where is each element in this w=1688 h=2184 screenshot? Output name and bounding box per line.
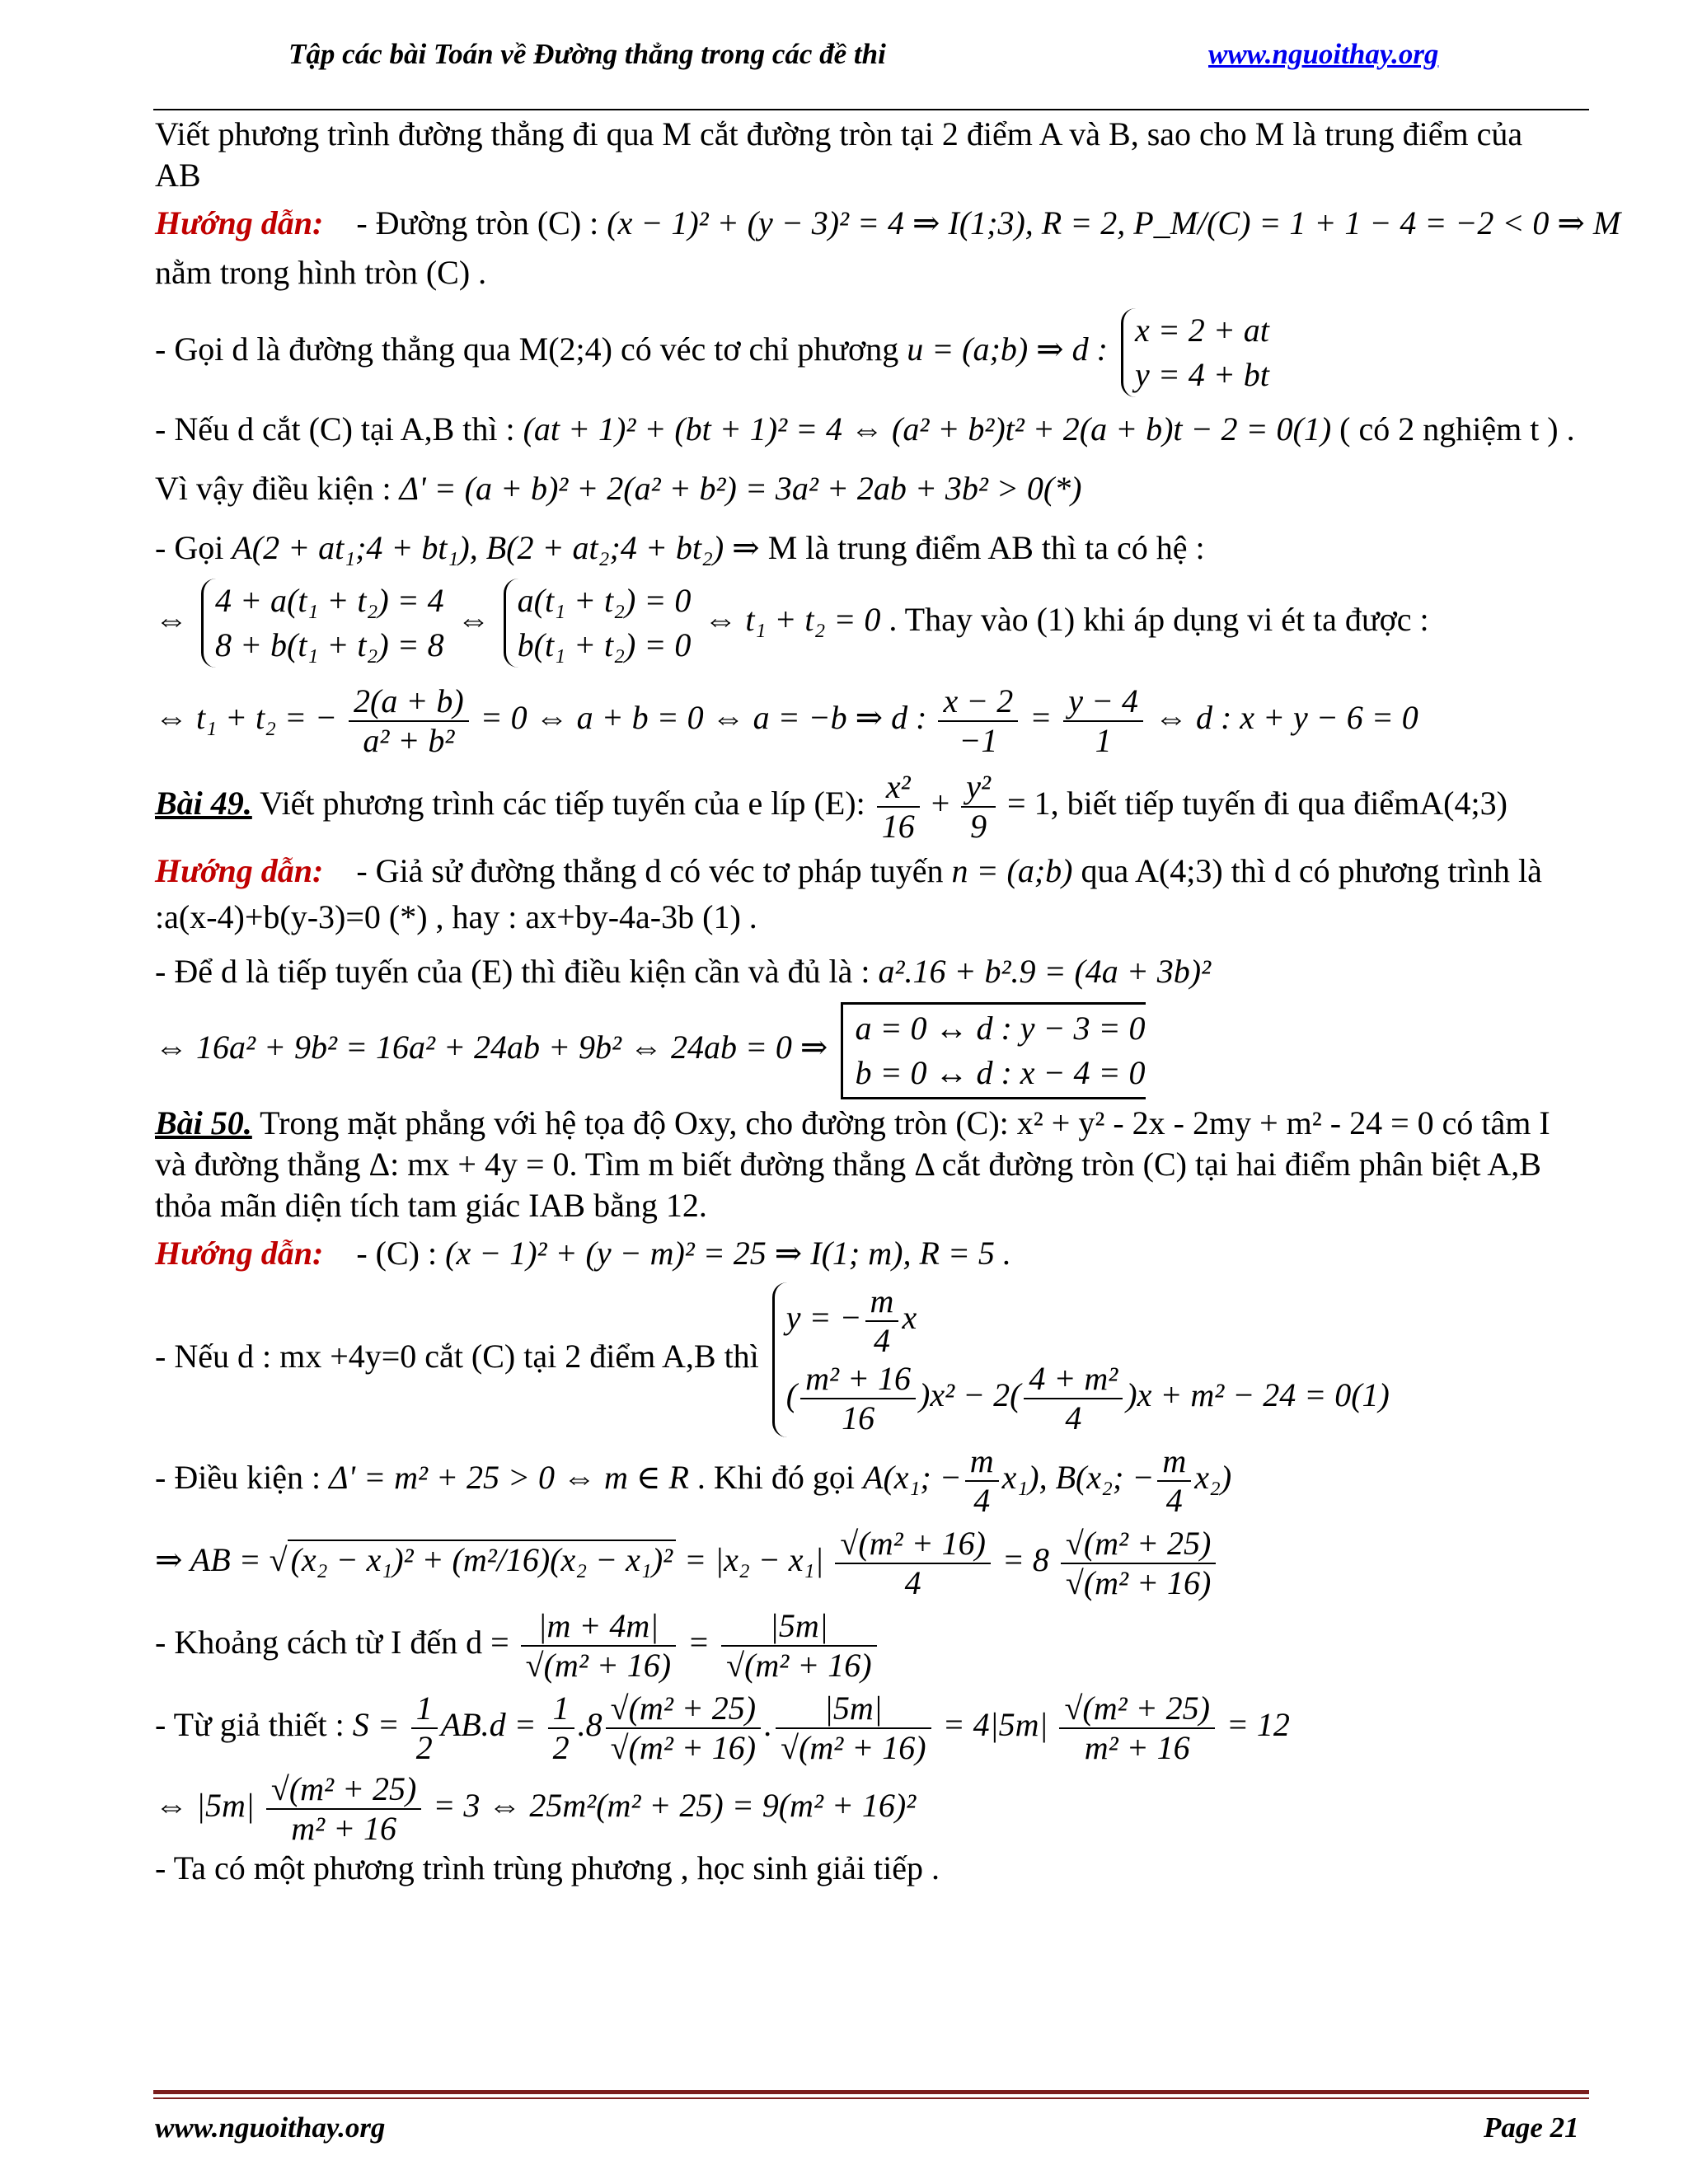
- fraction: [1059, 1690, 1214, 1767]
- fraction-denominator: √(m² + 16): [525, 1647, 672, 1684]
- problem-statement: [155, 1103, 1573, 1144]
- fraction: [1024, 1360, 1123, 1437]
- fraction-numerator: |5m|: [721, 1607, 876, 1647]
- hint-label: Hướng dẫn:: [155, 204, 324, 241]
- fraction: [961, 768, 996, 846]
- fraction-numerator: m: [865, 1282, 899, 1322]
- page-content: [155, 114, 1621, 1889]
- fraction-numerator: √(m² + 25): [606, 1690, 761, 1729]
- fraction-numerator: y²: [961, 768, 996, 808]
- equation-system: [1121, 308, 1269, 397]
- solution-line: [155, 1690, 1573, 1767]
- fraction-denominator: 2: [552, 1729, 570, 1766]
- solution-line: nằm trong hình tròn (C) .: [155, 254, 487, 291]
- fraction: [965, 1442, 999, 1520]
- fraction-numerator: 4 + m²: [1024, 1360, 1123, 1399]
- fraction-numerator: m² + 16: [800, 1360, 916, 1399]
- solution-text: - Khoảng cách từ I đến d =: [155, 1624, 509, 1661]
- fraction: [721, 1607, 876, 1685]
- fraction-numerator: 2(a + b): [349, 682, 469, 722]
- solution-line: [155, 308, 1573, 397]
- solution-text: Vì vậy điều kiện :: [155, 470, 392, 507]
- solution-line: [155, 1770, 1573, 1848]
- fraction-numerator: m: [1157, 1442, 1191, 1482]
- problem-label: Bài 50.: [155, 1104, 252, 1141]
- page-number: Page 21: [1484, 2111, 1579, 2144]
- fraction: [606, 1690, 761, 1767]
- case-row: a = 0 ↔ d : y − 3 = 0: [855, 1010, 1146, 1047]
- fraction: [1157, 1442, 1191, 1520]
- system-row: a(t₁ + t₂) = 0: [517, 582, 692, 619]
- solution-text: - Để d là tiếp tuyến của (E) thì điều kiện cần và đủ là :: [155, 953, 870, 990]
- system-row: 8 + b(t₁ + t₂) = 8: [215, 626, 444, 663]
- solution-text: - Đường tròn (C) :: [356, 204, 599, 241]
- math-expression: A(2 + at₁;4 + bt₁), B(2 + at₂;4 + bt₂) ⇒: [232, 529, 760, 566]
- equation-system: [772, 1282, 1390, 1437]
- solution-text: ( có 2 nghiệm t ) .: [1339, 410, 1575, 448]
- solution-text: - Nếu d cắt (C) tại A,B thì :: [155, 410, 515, 448]
- footer-link[interactable]: www.nguoithay.org: [155, 2111, 386, 2144]
- solution-text: . Thay vào (1) khi áp dụng vi ét ta được :: [889, 601, 1429, 639]
- math-symbol: ⇔: [155, 601, 188, 639]
- fraction-denominator: 4: [973, 1482, 991, 1519]
- fraction-denominator: 16: [881, 808, 915, 845]
- math-expression: = |x₂ − x₁|: [684, 1541, 824, 1579]
- intro-line: Viết phương trình đường thẳng đi qua M cắt đường tròn tại 2 điểm A và B, sao cho M là trung điểm của: [155, 115, 1523, 152]
- fraction: [877, 768, 920, 846]
- solution-line: [155, 1525, 1573, 1602]
- math-expression: AB.d =: [440, 1706, 537, 1744]
- fraction-numerator: √(m² + 25): [1059, 1690, 1214, 1729]
- math-symbol: =: [1029, 699, 1053, 737]
- case-row: b = 0 ↔ d : x − 4 = 0: [855, 1054, 1146, 1091]
- equation-system: [201, 579, 444, 668]
- solution-line: [155, 851, 1573, 892]
- problem-text: = 1, biết tiếp tuyến đi qua điểmA(4;3): [1007, 785, 1507, 823]
- solution-text: M là trung điểm AB thì ta có hệ :: [767, 529, 1205, 566]
- fraction: [548, 1690, 574, 1767]
- problem-text: Trong mặt phẳng với hệ tọa độ Oxy, cho đường tròn (C): x² + y² - 2x - 2my + m² - 24 = 0 có tâm I: [260, 1104, 1550, 1141]
- solution-text: - Từ giả thiết :: [155, 1706, 345, 1744]
- math-symbol: ⇔: [457, 601, 490, 639]
- fraction: [938, 682, 1018, 760]
- system-row: y = 4 + bt: [1134, 356, 1269, 393]
- solution-line: - Ta có một phương trình trùng phương , học sinh giải tiếp .: [155, 1849, 940, 1886]
- solution-line: [155, 203, 1621, 244]
- solution-line: [155, 468, 1573, 509]
- system-row: x = 2 + at: [1134, 312, 1269, 349]
- solution-line: :a(x-4)+b(y-3)=0 (*) , hay : ax+by-4a-3b (1) .: [155, 898, 757, 935]
- problem-statement: thỏa mãn diện tích tam giác IAB bằng 12.: [155, 1187, 707, 1224]
- solution-line: [155, 1233, 1573, 1274]
- header-divider: [153, 109, 1589, 110]
- fraction-numerator: √(m² + 25): [1061, 1525, 1216, 1564]
- system-row: 4 + a(t₁ + t₂) = 4: [215, 582, 444, 619]
- solution-text: - Giả sử đường thẳng d có véc tơ pháp tuyến: [356, 852, 944, 889]
- solution-text: - Nếu d : mx +4y=0 cắt (C) tại 2 điểm A,B thì: [155, 1338, 759, 1376]
- fraction-numerator: |5m|: [776, 1690, 931, 1729]
- system-row: b(t₁ + t₂) = 0: [517, 626, 692, 663]
- fraction-denominator: a² + b²: [363, 722, 455, 759]
- math-expression: (at + 1)² + (bt + 1)² = 4 ⇔ (a² + b²)t² + 2(a + b)t − 2 = 0(1): [523, 410, 1332, 448]
- problem-statement: [155, 768, 1573, 846]
- solution-line: [155, 579, 1573, 668]
- fraction: [521, 1607, 676, 1685]
- problem-label: Bài 49.: [155, 785, 252, 823]
- system-row: [786, 1282, 1390, 1360]
- math-expression: x₂): [1194, 1459, 1232, 1497]
- math-expression: ⇔ d : x + y − 6 = 0: [1154, 699, 1418, 737]
- fraction: [349, 682, 469, 760]
- math-expression: = 0 ⇔ a + b = 0 ⇔ a = −b ⇒ d :: [480, 699, 927, 737]
- fraction: [865, 1282, 899, 1360]
- math-expression: ⇒ AB =: [155, 1541, 261, 1579]
- math-expression: x + m² − 24 = 0(1): [1137, 1376, 1390, 1414]
- math-expression: A(x₁; −: [863, 1459, 962, 1497]
- math-expression: ⇔ 16a² + 9b² = 16a² + 24ab + 9b² ⇔ 24ab = 0 ⇒: [155, 1029, 828, 1066]
- hint-label: Hướng dẫn:: [155, 852, 324, 889]
- footer-divider: [153, 2097, 1589, 2099]
- fraction-denominator: 4: [1065, 1399, 1082, 1436]
- math-expression: ⇔ t₁ + t₂ = 0: [704, 601, 881, 639]
- solution-line: [155, 1442, 1573, 1520]
- math-expression: a².16 + b².9 = (4a + 3b)²: [878, 953, 1212, 990]
- fraction-denominator: √(m² + 16): [610, 1729, 757, 1766]
- math-expression: = 4|5m|: [942, 1706, 1048, 1744]
- fraction-numerator: 1: [411, 1690, 438, 1729]
- math-expression: x: [902, 1299, 917, 1337]
- solution-line: [155, 527, 1573, 569]
- math-symbol: .: [764, 1706, 773, 1744]
- fraction-numerator: y − 4: [1063, 682, 1143, 722]
- math-expression: ⇔ |5m|: [155, 1787, 255, 1825]
- math-expression: = 8: [1001, 1541, 1049, 1579]
- fraction-numerator: m: [965, 1442, 999, 1482]
- fraction-denominator: √(m² + 16): [781, 1729, 926, 1766]
- intro-line: AB: [155, 157, 201, 194]
- math-expression: = 12: [1226, 1706, 1290, 1744]
- solution-line: [155, 1282, 1573, 1437]
- fraction-denominator: −1: [959, 722, 998, 759]
- fraction-numerator: x²: [877, 768, 920, 808]
- solution-line: [155, 1607, 1573, 1685]
- fraction-denominator: 4: [1165, 1482, 1183, 1519]
- solution-text: - Gọi: [155, 529, 224, 566]
- fraction-numerator: 1: [548, 1690, 574, 1729]
- math-expression: u = (a;b) ⇒ d :: [907, 330, 1108, 368]
- solution-text: - (C) :: [356, 1235, 438, 1272]
- math-expression: .8: [577, 1706, 603, 1744]
- math-expression: Δ' = (a + b)² + 2(a² + b²) = 3a² + 2ab + 3b² > 0(*): [399, 470, 1082, 507]
- fraction: [1063, 682, 1143, 760]
- fraction-numerator: |m + 4m|: [521, 1607, 676, 1647]
- math-expression: Δ' = m² + 25 > 0 ⇔ m ∈ R: [329, 1459, 689, 1497]
- fraction-denominator: 4: [873, 1322, 890, 1359]
- fraction: [1061, 1525, 1216, 1602]
- solution-text: qua A(4;3) thì d có phương trình là: [1081, 852, 1542, 889]
- header-title: Tập các bài Toán về Đường thẳng trong các đề thi: [288, 38, 886, 70]
- math-expression: (x − 1)² + (y − 3)² = 4 ⇒ I(1;3), R = 2, P_M/(C) = 1 + 1 − 4 = −2 < 0 ⇒ M: [607, 204, 1621, 241]
- fraction-numerator: √(m² + 25): [266, 1770, 421, 1810]
- solution-text: . Khi đó gọi: [696, 1459, 856, 1497]
- math-expression: S =: [352, 1706, 400, 1744]
- header-link[interactable]: www.nguoithay.org: [1208, 38, 1439, 70]
- math-expression: n = (a;b): [951, 852, 1073, 889]
- fraction-numerator: √(m² + 16): [835, 1525, 990, 1564]
- math-expression: = 3 ⇔ 25m²(m² + 25) = 9(m² + 16)²: [433, 1787, 917, 1825]
- sqrt-radicand: (x₂ − x₁)² + (m²/16)(x₂ − x₁)²: [288, 1540, 677, 1578]
- sqrt-symbol: √: [269, 1541, 288, 1579]
- fraction-denominator: √(m² + 16): [1065, 1564, 1212, 1601]
- math-expression: ⇔ t₁ + t₂ = −: [155, 699, 338, 737]
- fraction: [266, 1770, 421, 1848]
- fraction-denominator: 16: [842, 1399, 875, 1436]
- fraction-denominator: 4: [904, 1564, 921, 1601]
- fraction-denominator: m² + 16: [291, 1810, 397, 1847]
- solution-line: [155, 1002, 1573, 1099]
- fraction-denominator: √(m² + 16): [726, 1647, 872, 1684]
- fraction: [411, 1690, 438, 1767]
- fraction-denominator: m² + 16: [1084, 1729, 1190, 1766]
- math-expression: x₁), B(x₂; −: [1001, 1459, 1155, 1497]
- fraction-numerator: x − 2: [938, 682, 1018, 722]
- system-row: ( $\frac{\text{m² + 16}}{16}$ )x² − 2( $\frac{\text{4 + m²}}{4}$ )x + m² − 24 = 0(1): [785, 1360, 1390, 1436]
- hint-label: Hướng dẫn:: [155, 1235, 324, 1272]
- solution-line: [155, 682, 1573, 760]
- math-expression: y = −: [785, 1299, 862, 1337]
- solution-text: - Gọi d là đường thẳng qua M(2;4) có véc tơ chỉ phương: [155, 330, 899, 368]
- solution-text: - Điều kiện :: [155, 1459, 321, 1497]
- problem-text: Viết phương trình các tiếp tuyến của e líp (E):: [260, 785, 865, 823]
- fraction-denominator: 2: [415, 1729, 433, 1766]
- math-expression: x² − 2: [930, 1376, 1010, 1414]
- case-bracket: [841, 1002, 1145, 1099]
- math-symbol: =: [687, 1624, 710, 1661]
- math-symbol: +: [931, 785, 950, 823]
- fraction-denominator: 9: [970, 808, 987, 845]
- footer-divider: [153, 2090, 1589, 2094]
- problem-statement: và đường thẳng Δ: mx + 4y = 0. Tìm m biết đường thẳng Δ cắt đường tròn (C) tại hai điểm phân biệt A,B: [155, 1146, 1541, 1183]
- math-expression: (x − 1)² + (y − m)² = 25 ⇒ I(1; m), R = 5 .: [445, 1235, 1011, 1272]
- fraction: [776, 1690, 931, 1767]
- fraction-denominator: 1: [1095, 722, 1112, 759]
- fraction: [800, 1360, 916, 1437]
- solution-line: [155, 951, 1573, 992]
- fraction: [835, 1525, 990, 1602]
- solution-line: [155, 409, 1573, 450]
- equation-system: [504, 579, 692, 668]
